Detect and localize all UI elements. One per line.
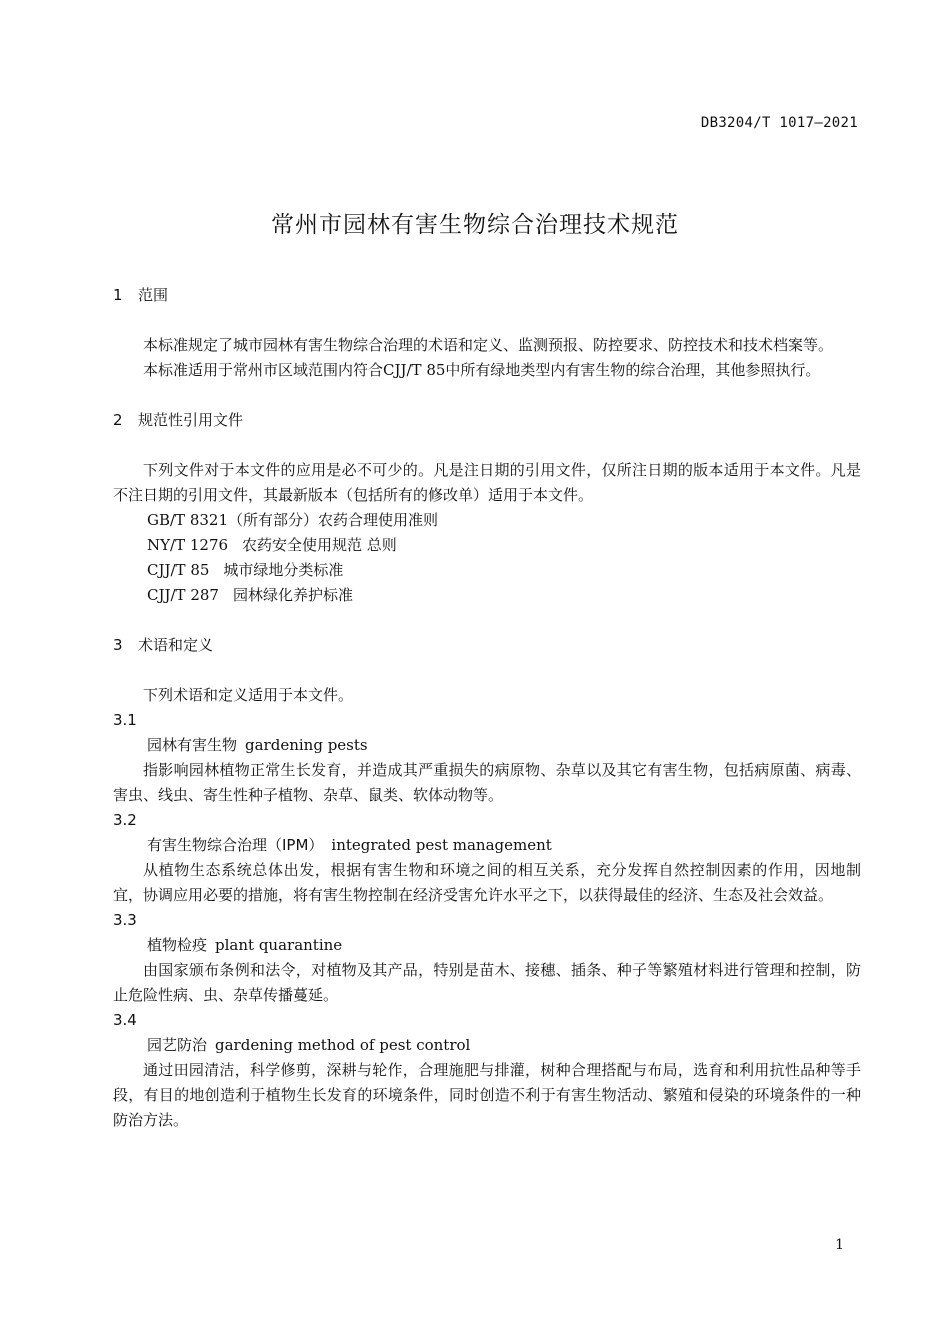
section-title: 范围 bbox=[138, 286, 169, 304]
section-title: 术语和定义 bbox=[138, 636, 214, 654]
term-definition: 从植物生态系统总体出发，根据有害生物和环境之间的相互关系，充分发挥自然控制因素的作用，因地制宜，协调应用必要的措施，将有害生物控制在经济受害允许水平之下，以获得最佳的经济、生态及社会效益。 bbox=[113, 861, 861, 904]
term-chinese: 植物检疫 bbox=[147, 936, 208, 954]
section-number: 2 bbox=[113, 411, 123, 429]
reference-title: 城市绿地分类标准 bbox=[223, 561, 344, 579]
document-title: 常州市园林有害生物综合治理技术规范 bbox=[271, 212, 679, 238]
section-number: 1 bbox=[113, 286, 123, 304]
reference-title: 农药安全使用规范 总则 bbox=[242, 536, 397, 554]
references-intro: 下列文件对于本文件的应用是必不可少的。凡是注日期的引用文件，仅所注日期的版本适用于本文件。凡是不注日期的引用文件，其最新版本（包括所有的修改单）适用于本文件。 bbox=[113, 461, 861, 504]
term-chinese: 园艺防治 bbox=[147, 1036, 208, 1054]
reference-code: GB/T 8321（所有部分） bbox=[147, 511, 319, 529]
reference-title: 农药合理使用准则 bbox=[318, 511, 439, 529]
term-number: 3.4 bbox=[113, 1011, 137, 1029]
term-definition: 由国家颁布条例和法令，对植物及其产品，特别是苗木、接穗、插条、种子等繁殖材料进行管理和控制，防止危险性病、虫、杂草传播蔓延。 bbox=[113, 961, 861, 1004]
reference-item bbox=[113, 558, 861, 583]
term-english: plant quarantine bbox=[215, 936, 343, 954]
term-chinese: 有害生物综合治理（IPM） bbox=[147, 836, 324, 854]
term-heading bbox=[113, 933, 861, 958]
section-number: 3 bbox=[113, 636, 123, 654]
terms-intro: 下列术语和定义适用于本文件。 bbox=[143, 686, 354, 704]
term-definition: 指影响园林植物正常生长发育，并造成其严重损失的病原物、杂草以及其它有害生物，包括病原菌、病毒、害虫、线虫、寄生性种子植物、杂草、鼠类、软体动物等。 bbox=[113, 761, 861, 804]
term-english: integrated pest management bbox=[331, 836, 552, 854]
term-heading bbox=[113, 833, 861, 858]
reference-code: NY/T 1276 bbox=[147, 536, 229, 554]
term-english: gardening pests bbox=[245, 736, 368, 754]
document-id: DB3204/T 1017—2021 bbox=[700, 115, 858, 131]
section-2-heading bbox=[113, 408, 861, 433]
scope-paragraph: 本标准规定了城市园林有害生物综合治理的术语和定义、监测预报、防控要求、防控技术和技术档案等。 bbox=[143, 336, 834, 354]
reference-code: CJJ/T 85 bbox=[147, 561, 210, 579]
term-number: 3.3 bbox=[113, 911, 137, 929]
reference-item bbox=[113, 508, 861, 533]
section-3-heading bbox=[113, 633, 861, 658]
term-heading bbox=[113, 733, 861, 758]
reference-item bbox=[113, 583, 861, 608]
term-chinese: 园林有害生物 bbox=[147, 736, 238, 754]
term-number: 3.1 bbox=[113, 711, 137, 729]
document-body bbox=[113, 283, 861, 1133]
scope-paragraph: 本标准适用于常州市区域范围内符合CJJ/T 85中所有绿地类型内有害生物的综合治理，其他参照执行。 bbox=[143, 361, 821, 379]
page-number: 1 bbox=[835, 1237, 844, 1253]
reference-item bbox=[113, 533, 861, 558]
section-1-heading bbox=[113, 283, 861, 308]
term-number: 3.2 bbox=[113, 811, 137, 829]
reference-code: CJJ/T 287 bbox=[147, 586, 219, 604]
term-heading bbox=[113, 1033, 861, 1058]
reference-title: 园林绿化养护标准 bbox=[232, 586, 353, 604]
section-title: 规范性引用文件 bbox=[138, 411, 244, 429]
term-definition: 通过田园清洁，科学修剪，深耕与轮作，合理施肥与排灌，树种合理搭配与布局，选育和利用抗性品种等手段，有目的地创造利于植物生长发育的环境条件，同时创造不利于有害生物活动、繁殖和侵染的环境条件的一种防治方法。 bbox=[113, 1061, 861, 1129]
term-english: gardening method of pest control bbox=[215, 1036, 471, 1054]
